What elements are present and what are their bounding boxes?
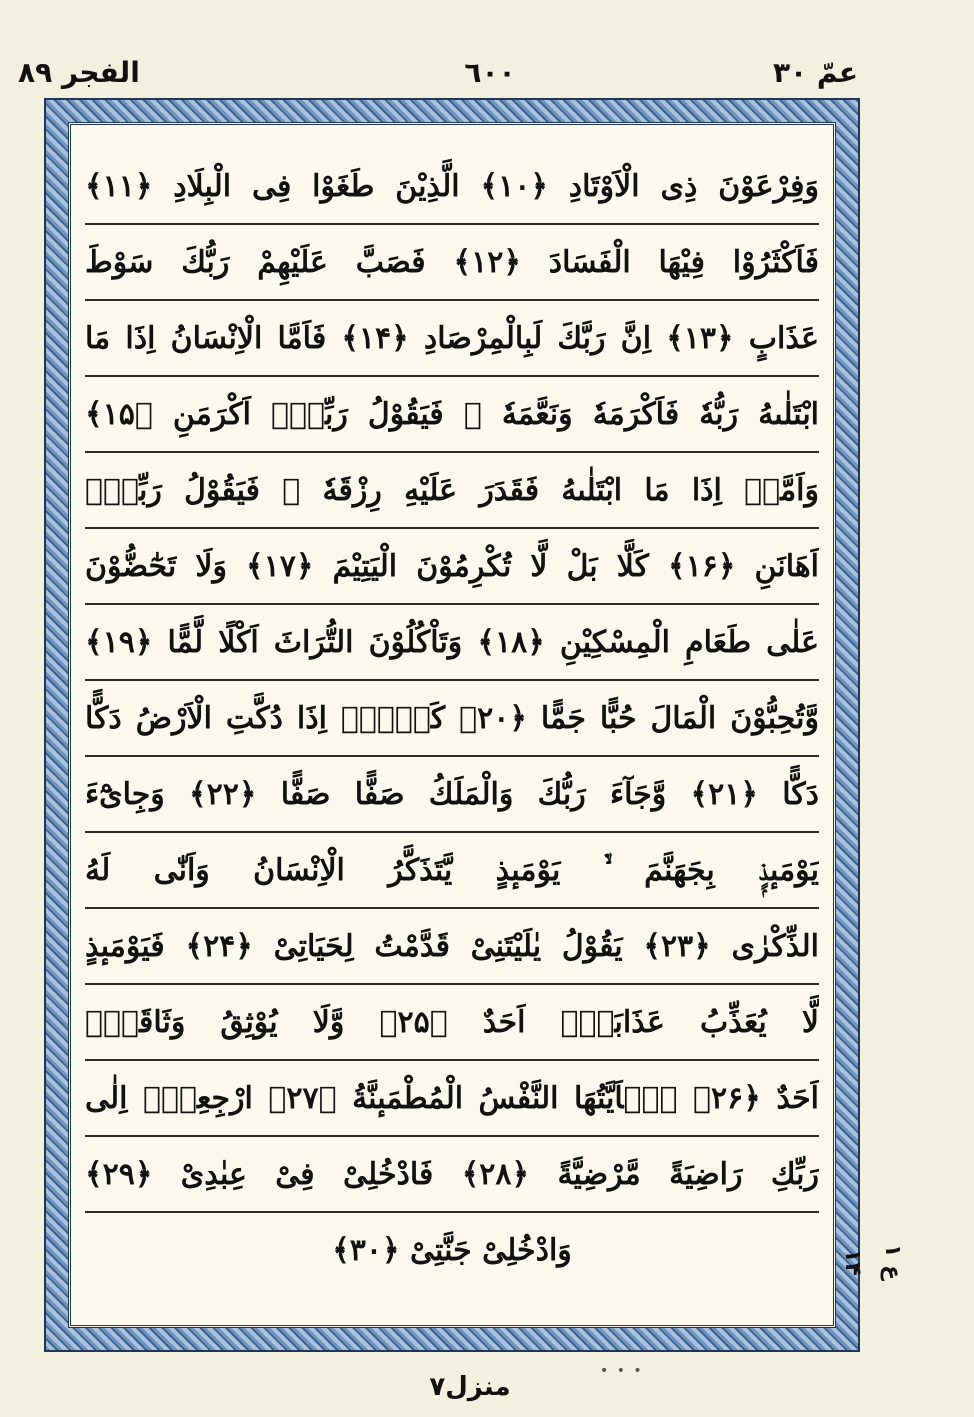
text-line: اَهَانَنِ ﴿۱۶﴾ كَلَّا بَلْ لَّا تُكْرِمُوْنَ الْیَتِیْمَ ﴿۱۷﴾ وَلَا تَحٰٓضُّوْنَ [85,529,819,605]
manzil-label: منزل۷ [429,1372,511,1402]
text-line: فَاَكْثَرُوْا فِیْهَا الْفَسَادَ ﴿۱۲﴾ فَصَبَّ عَلَیْهِمْ رَبُّكَ سَوْطَ [85,225,819,301]
text-line: عَلٰى طَعَامِ الْمِسْكِیْنِ ﴿۱۸﴾ وَتَاْكُلُوْنَ التُّرَاثَ اَكْلًا لَّمًّا ﴿۱۹﴾ [85,605,819,681]
text-line: لَّا یُعَذِّبُ عَذَابَهٗۤ اَحَدٌ ﴿۲۵﴾ وَّلَا یُوْثِقُ وَثَاقَهٗۤ [85,985,819,1061]
text-line: الذِّكْرٰى ﴿۲۳﴾ یَقُوْلُ یٰلَیْتَنِیْ قَدَّمْتُ لِحَیَاتِیْ ﴿۲۴﴾ فَیَوْمَىٕذٍ [85,909,819,985]
footer-dots: • • • [600,1363,644,1379]
text-line: وَّتُحِبُّوْنَ الْمَالَ حُبًّا جَمًّا ﴿۲۰﴾ كَلَّاۤ اِذَا دُكَّتِ الْاَرْضُ دَكًّا [85,681,819,757]
page-number: ٦٠٠ [464,56,516,89]
ruku-marker: ع ۱ ۱۴ [840,1243,905,1281]
text-line: وَفِرْعَوْنَ ذِی الْاَوْتَادِ ﴿۱۰﴾ الَّذِیْنَ طَغَوْا فِی الْبِلَادِ ﴿۱۱﴾ [85,149,819,225]
text-line: دَكًّا ﴿۲۱﴾ وَّجَآءَ رَبُّكَ وَالْمَلَكُ صَفًّا صَفًّا ﴿۲۲﴾ وَجِایْٓءَ [85,757,819,833]
text-line: رَبِّكِ رَاضِیَةً مَّرْضِیَّةً ﴿۲۸﴾ فَادْخُلِیْ فِیْ عِبٰدِیْ ﴿۲۹﴾ [85,1137,819,1213]
page-header [0,52,974,96]
text-line: یَوْمَىٕذٍۭ بِجَهَنَّمَ ۙ۬ یَوْمَىٕذٍ یَّتَذَكَّرُ الْاِنْسَانُ وَاَنّٰى لَهُ [85,833,819,909]
juz-name: عمّ ۳۰ [772,56,858,89]
text-line: اَحَدٌ ﴿۲۶﴾ یٰۤاَیَّتُهَا النَّفْسُ الْمُطْمَىٕنَّةُ ﴿۲۷﴾ ارْجِعِیْۤ اِلٰى [85,1061,819,1137]
text-line: ابْتَلٰىهُ رَبُّهٗ فَاَكْرَمَهٗ وَنَعَّمَهٗ ۙ فَیَقُوْلُ رَبِّیْۤ اَكْرَمَنِ ﴿۱۵﴾ [85,377,819,453]
decorative-border [44,98,860,1352]
text-line: عَذَابٍ ﴿۱۳﴾ اِنَّ رَبَّكَ لَبِالْمِرْصَادِ ﴿۱۴﴾ فَاَمَّا الْاِنْسَانُ اِذَا مَا [85,301,819,377]
text-line: وَاَمَّاۤ اِذَا مَا ابْتَلٰىهُ فَقَدَرَ عَلَیْهِ رِزْقَهٗ ۙ فَیَقُوْلُ رَبِّیْۤ [85,453,819,529]
text-line: وَادْخُلِیْ جَنَّتِیْ ﴿۳۰﴾ [332,1233,572,1268]
text-panel [68,122,836,1328]
surah-name: الفجر ۸۹ [18,56,140,89]
